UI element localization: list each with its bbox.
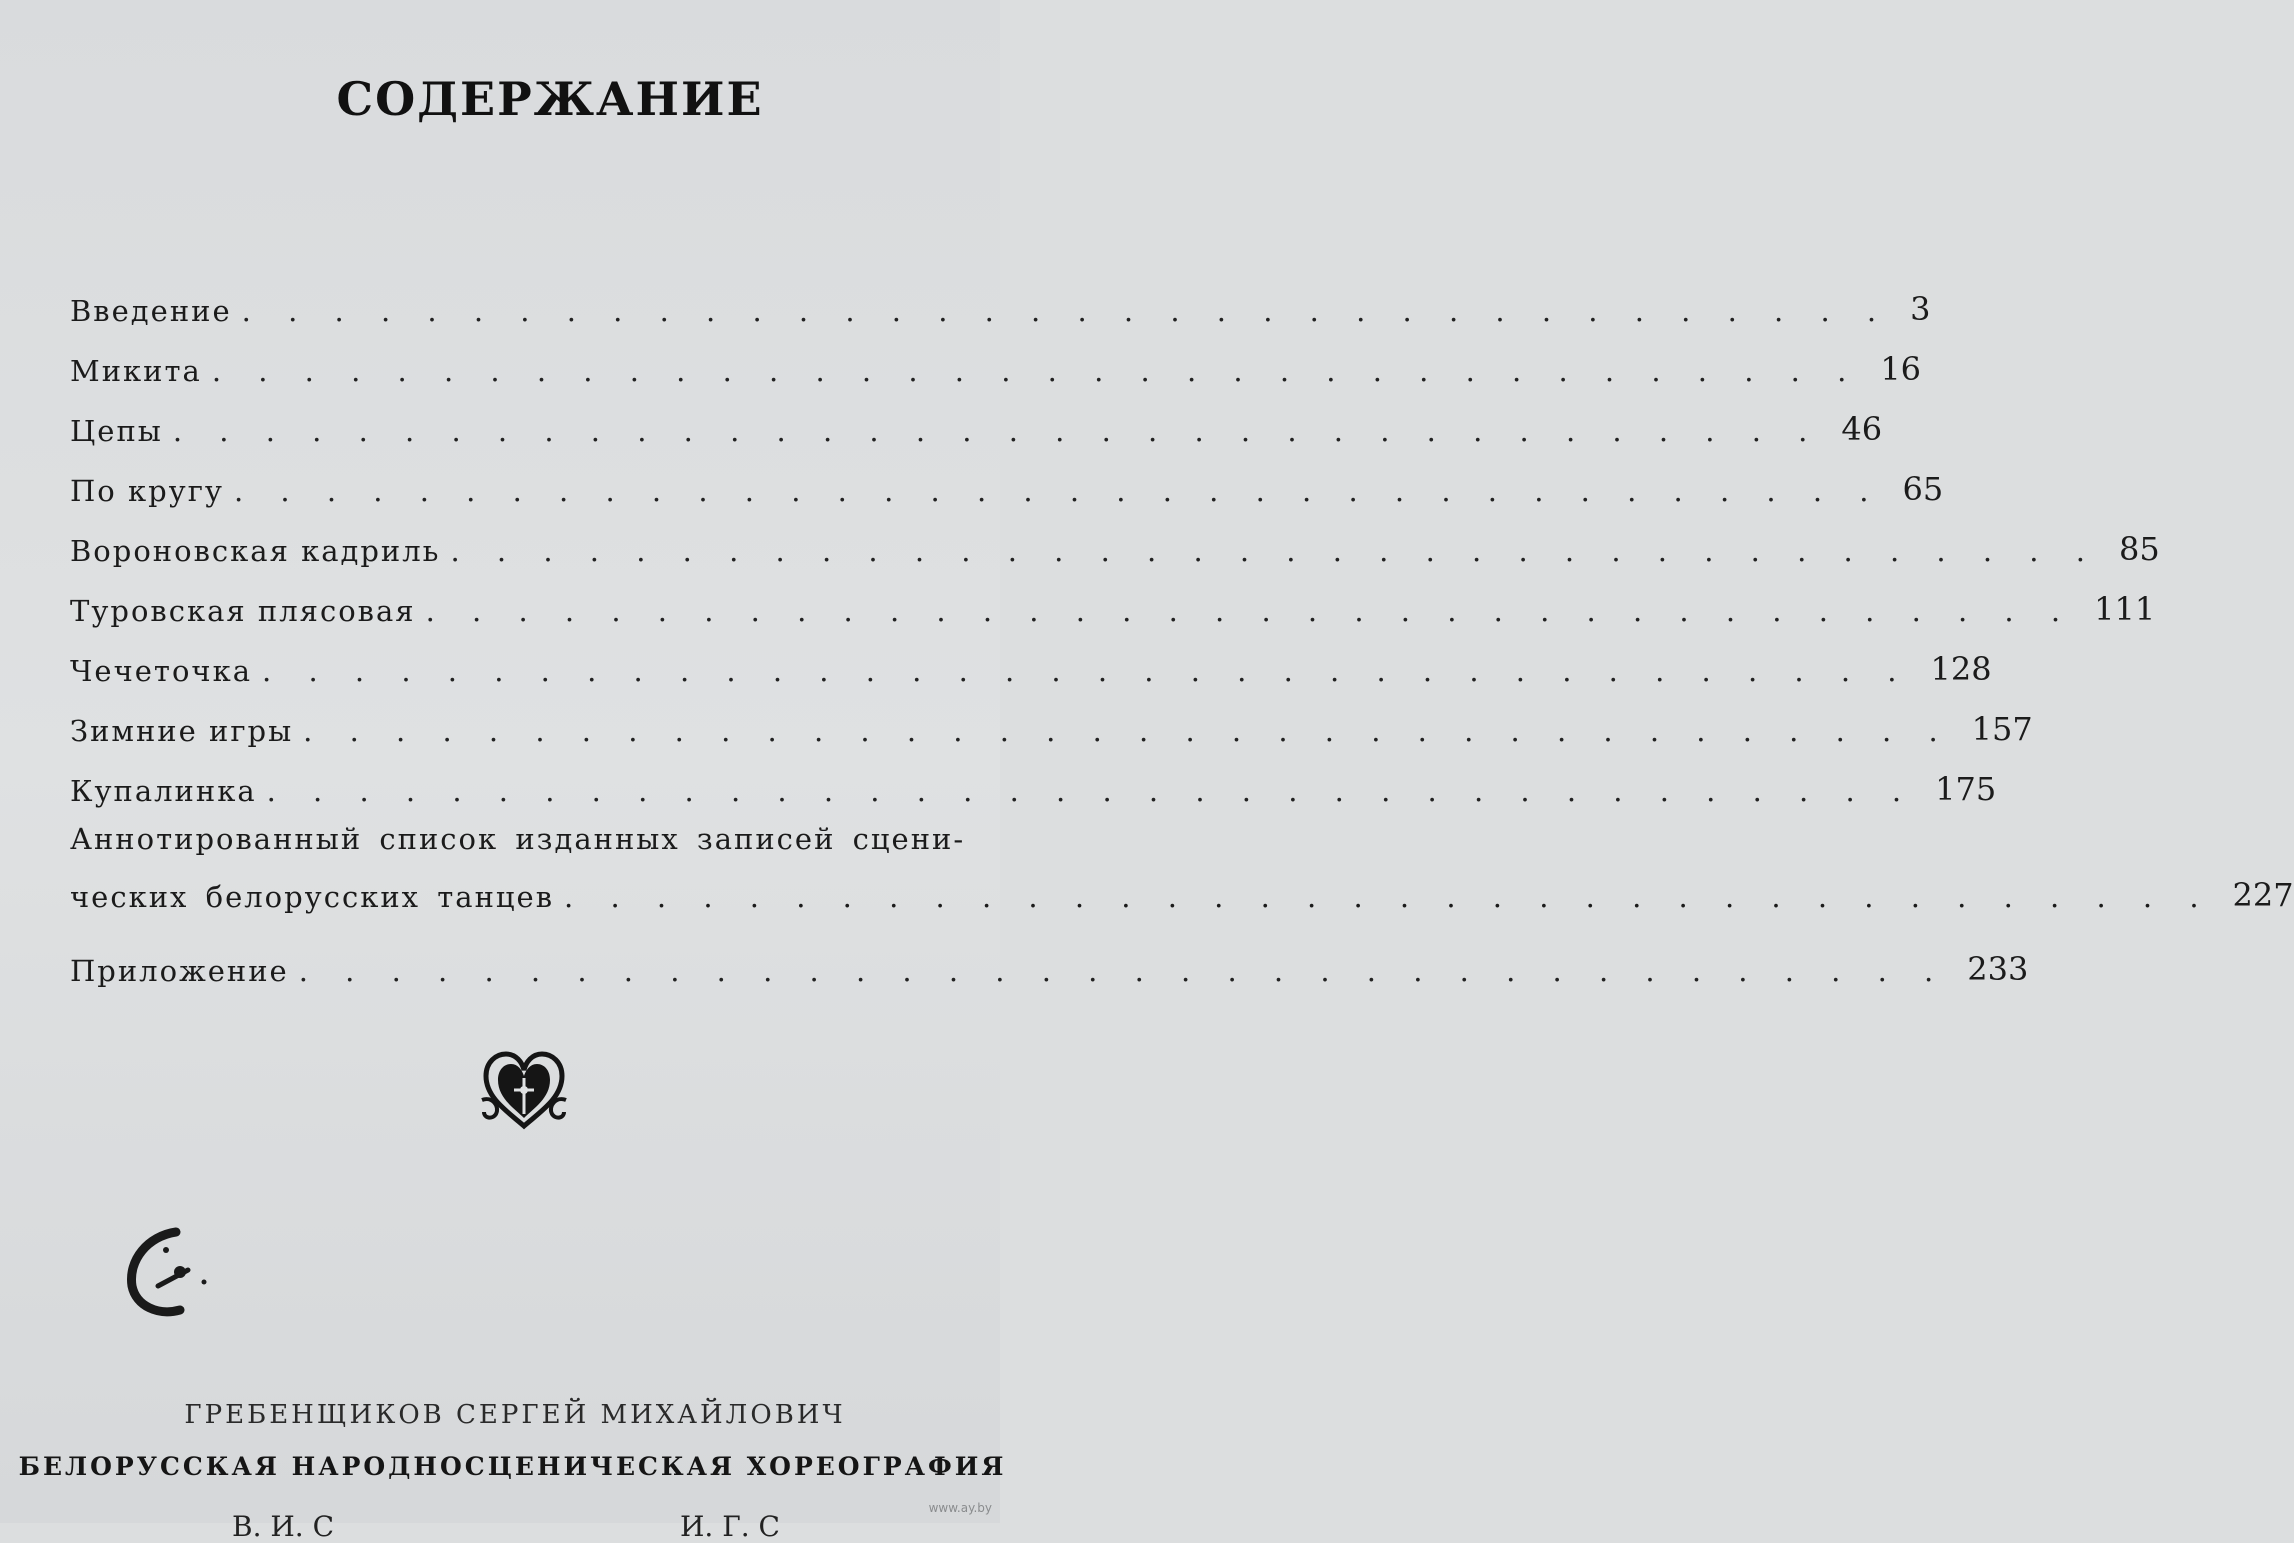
table-of-contents [70, 268, 2294, 988]
toc-row [70, 508, 2160, 568]
toc-label: Микита [70, 354, 202, 388]
cutoff-text-right: И. Г. С [680, 1510, 780, 1543]
toc-row [70, 568, 2156, 628]
toc-page-number: 175 [1935, 770, 1997, 808]
toc-leader-dots: . . . . . . . . . . . . . . . . . . . . . . . . . . . . . . . . . . . . [450, 534, 2099, 568]
toc-label: Приложение [70, 954, 289, 988]
cutoff-text-left: В. И. С [232, 1510, 335, 1543]
toc-label: Введение [70, 294, 232, 328]
toc-leader-dots: . . . . . . . . . . . . . . . . . . . . . . . . . . . . . . . . . . . . [211, 354, 1861, 388]
author-name: ГРЕБЕНЩИКОВ СЕРГЕЙ МИХАЙЛОВИЧ [184, 1400, 846, 1430]
toc-label: Купалинка [70, 774, 257, 808]
toc-label: Туровская плясовая [70, 594, 416, 628]
toc-leader-dots: . . . . . . . . . . . . . . . . . . . . . . . . . . . . . . . . . . . . [564, 880, 2213, 914]
toc-label: По кругу [70, 474, 224, 508]
toc-page-number: 233 [1967, 950, 2029, 988]
toc-page-number: 111 [2094, 590, 2156, 628]
toc-row [70, 748, 1997, 808]
book-title: БЕЛОРУССКАЯ НАРОДНОСЦЕНИЧЕСКАЯ ХОРЕОГРАФИЯ [18, 1452, 1007, 1481]
toc-label-line1: Аннотированный список изданных записей сцени- [70, 822, 966, 856]
toc-label: Зимние игры [70, 714, 294, 748]
toc-line2 [70, 876, 2294, 914]
cutoff-text-line [0, 1506, 1000, 1543]
page-title: СОДЕРЖАНИЕ [336, 72, 764, 126]
toc-page-number: 46 [1841, 410, 1883, 448]
toc-page-number: 16 [1880, 350, 1922, 388]
toc-label-line2: ческих белорусских танцев [70, 880, 555, 914]
heart-ornament-icon [478, 1048, 570, 1130]
ink-stamp-mark [118, 1226, 218, 1322]
toc-row-multiline [70, 808, 2294, 928]
toc-row [70, 928, 2029, 988]
toc-page-number: 85 [2118, 530, 2160, 568]
toc-leader-dots: . . . . . . . . . . . . . . . . . . . . . . . . . . . . . . . . . . . . [303, 714, 1952, 748]
toc-page-number: 65 [1902, 470, 1944, 508]
toc-label: Вороновская кадриль [70, 534, 441, 568]
toc-leader-dots: . . . . . . . . . . . . . . . . . . . . . . . . . . . . . . . . . . . . [233, 474, 1883, 508]
toc-row [70, 628, 1992, 688]
toc-page-number: 157 [1971, 710, 2033, 748]
toc-page-number: 128 [1930, 650, 1992, 688]
toc-leader-dots: . . . . . . . . . . . . . . . . . . . . . . . . . . . . . . . . . . . . [262, 654, 1911, 688]
toc-label: Цепы [70, 414, 163, 448]
toc-page-number: 3 [1910, 290, 1931, 328]
toc-page-number: 227 [2232, 876, 2294, 914]
toc-row [70, 388, 1883, 448]
toc-leader-dots: . . . . . . . . . . . . . . . . . . . . . . . . . . . . . . . . . . . . [241, 294, 1891, 328]
toc-row [70, 328, 1922, 388]
toc-leader-dots: . . . . . . . . . . . . . . . . . . . . . . . . . . . . . . . . . . . . [172, 414, 1822, 448]
toc-leader-dots: . . . . . . . . . . . . . . . . . . . . . . . . . . . . . . . . . . . . [425, 594, 2075, 628]
toc-leader-dots: . . . . . . . . . . . . . . . . . . . . . . . . . . . . . . . . . . . . [298, 954, 1948, 988]
watermark: www.ay.by [928, 1501, 992, 1515]
toc-row [70, 688, 2033, 748]
toc-label: Чечеточка [70, 654, 253, 688]
toc-leader-dots: . . . . . . . . . . . . . . . . . . . . . . . . . . . . . . . . . . . . [266, 774, 1916, 808]
toc-row [70, 448, 1944, 508]
toc-row [70, 268, 1931, 328]
